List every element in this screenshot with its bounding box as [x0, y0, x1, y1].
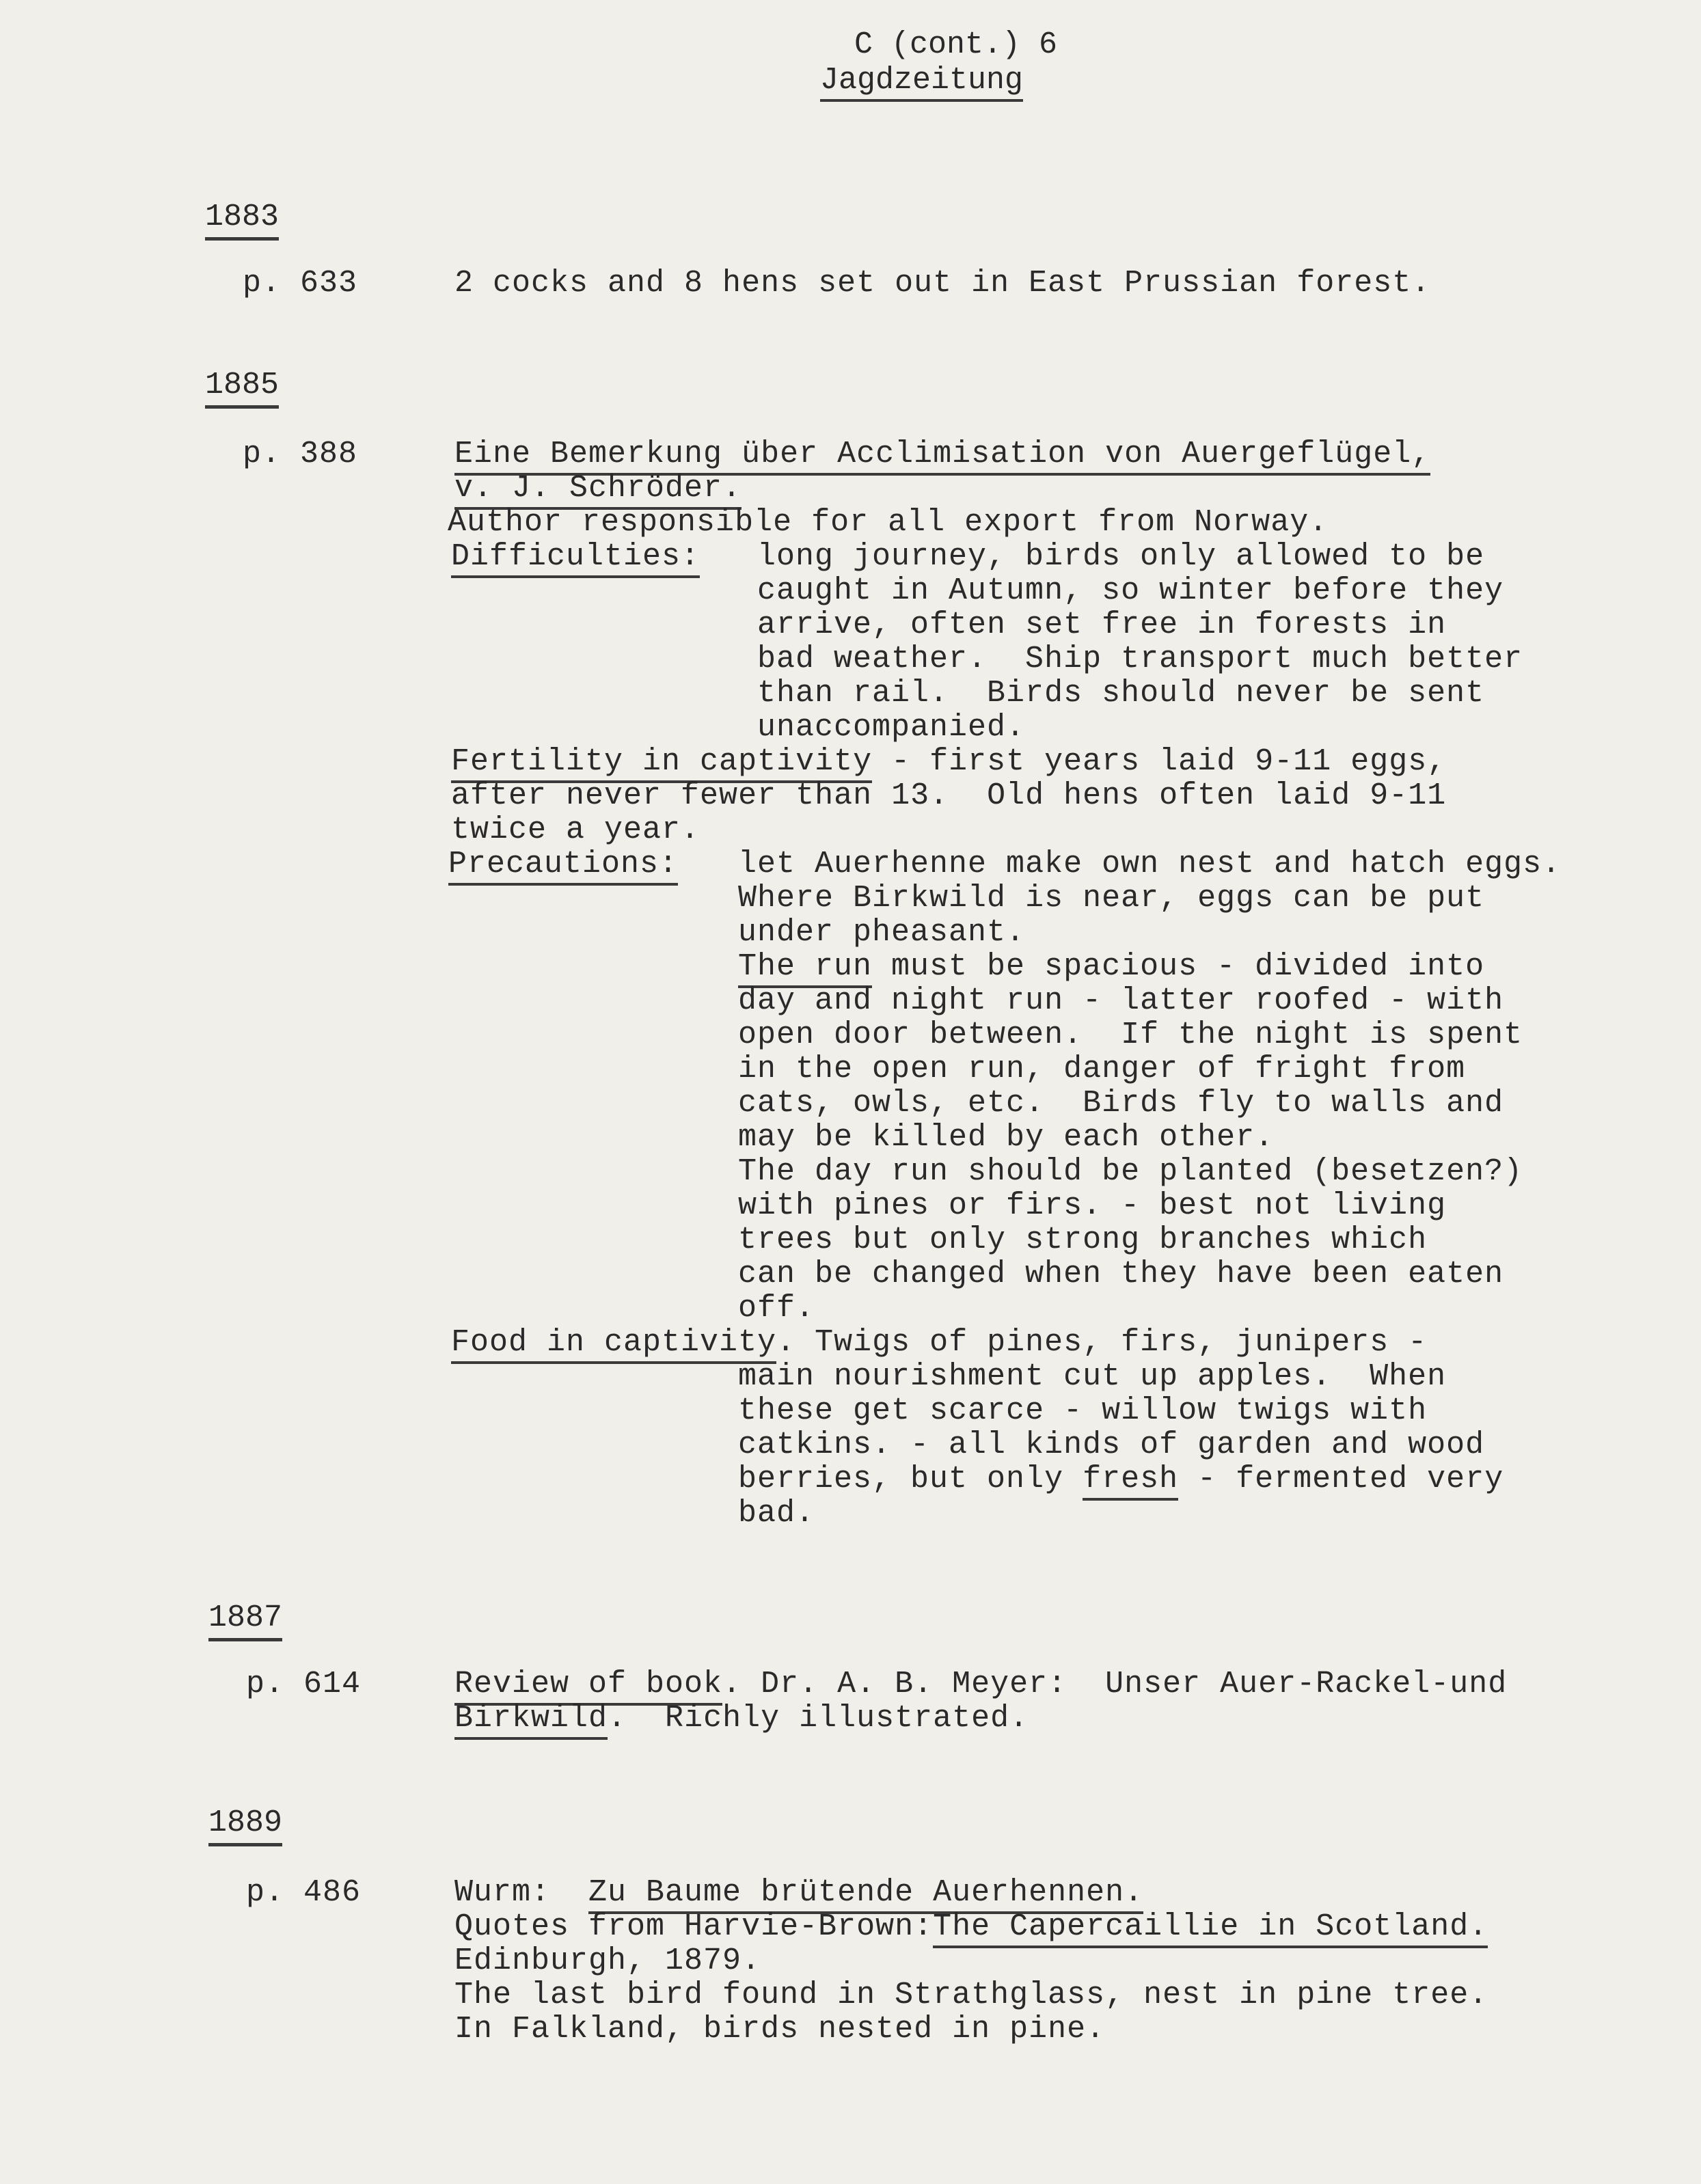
review-text: . Dr. A. B. Meyer: Unser Auer-Rackel-und: [722, 1667, 1508, 1702]
review-text: . Richly illustrated.: [608, 1701, 1029, 1736]
precautions-line: under pheasant.: [738, 915, 1026, 950]
food-emphasis: fresh: [1083, 1462, 1178, 1501]
page-ref: p. 486: [246, 1875, 362, 1910]
run-line: trees but only strong branches which: [738, 1223, 1428, 1257]
year-heading: 1887: [208, 1600, 282, 1641]
run-line: can be changed when they have been eaten: [738, 1257, 1504, 1292]
run-line: open door between. If the night is spent: [738, 1018, 1523, 1052]
run-line: The day run should be planted (besetzen?): [738, 1154, 1523, 1189]
difficulties-line: unaccompanied.: [757, 710, 1026, 745]
entry-text: In Falkland, birds nested in pine.: [454, 2012, 1106, 2047]
food-line: main nourishment cut up apples. When: [738, 1359, 1447, 1394]
run-line: off.: [738, 1291, 815, 1326]
article-author: Wurm:: [454, 1875, 589, 1910]
food-line: catkins. - all kinds of garden and wood: [738, 1428, 1485, 1462]
difficulties-line: bad weather. Ship transport much better: [757, 642, 1523, 677]
food-line: these get scarce - willow twigs with: [738, 1393, 1428, 1428]
entry-text: Author responsible for all export from Norway.: [448, 505, 1329, 540]
precautions-label: Precautions:: [448, 847, 678, 886]
fertility-line: after never fewer than 13. Old hens often laid 9-11: [451, 778, 1447, 813]
fertility-line: twice a year.: [451, 813, 700, 847]
food-text: berries, but only: [738, 1462, 1083, 1497]
article-title: Zu Baume brütende Auerhennen.: [588, 1875, 1143, 1914]
food-text: - fermented very: [1178, 1462, 1504, 1497]
run-line: day and night run - latter roofed - with: [738, 983, 1504, 1018]
entry-text: 2 cocks and 8 hens set out in East Prussian forest.: [454, 266, 1431, 301]
fertility-label: Fertility in captivity: [451, 744, 872, 783]
header-title: C (cont.) 6: [854, 27, 1058, 62]
page-ref: p. 388: [243, 437, 358, 472]
run-line: cats, owls, etc. Birds fly to walls and: [738, 1086, 1504, 1121]
page-ref: p. 633: [243, 266, 358, 301]
review-book: Birkwild: [454, 1701, 608, 1740]
page-ref: p. 614: [246, 1667, 362, 1702]
quote-text: Quotes from Harvie-Brown:: [454, 1909, 934, 1944]
run-label: The run: [738, 949, 872, 988]
precautions-line: Where Birkwild is near, eggs can be put: [738, 881, 1485, 916]
difficulties-line: caught in Autumn, so winter before they: [757, 573, 1504, 608]
run-line: with pines or firs. - best not living: [738, 1188, 1447, 1223]
food-text: . Twigs of pines, firs, junipers -: [776, 1325, 1428, 1360]
header-subtitle: Jagdzeitung: [820, 63, 1023, 102]
year-heading: 1889: [208, 1805, 282, 1846]
run-line: in the open run, danger of fright from: [738, 1052, 1466, 1087]
year-heading: 1883: [205, 200, 279, 241]
difficulties-line: long journey, birds only allowed to be: [757, 539, 1485, 574]
article-author: v. J. Schröder.: [454, 471, 741, 510]
run-line: may be killed by each other.: [738, 1120, 1275, 1155]
year-heading: 1885: [205, 368, 279, 409]
difficulties-label: Difficulties:: [451, 539, 700, 578]
entry-text: The last bird found in Strathglass, nest in pine tree.: [454, 1978, 1488, 2012]
fertility-text: - first years laid 9-11 eggs,: [872, 744, 1447, 779]
quoted-book: The Capercaillie in Scotland.: [933, 1909, 1488, 1948]
difficulties-line: arrive, often set free in forests in: [757, 608, 1447, 642]
review-label: Review of book: [454, 1667, 722, 1706]
difficulties-line: than rail. Birds should never be sent: [757, 676, 1485, 711]
run-text: must be spacious - divided into: [872, 949, 1485, 984]
article-title: Eine Bemerkung über Acclimisation von Auergeflügel,: [454, 437, 1430, 476]
entry-text: Edinburgh, 1879.: [454, 1943, 761, 1978]
food-line: bad.: [738, 1496, 815, 1531]
precautions-line: let Auerhenne make own nest and hatch eggs.: [738, 847, 1562, 882]
food-label: Food in captivity: [451, 1325, 776, 1364]
